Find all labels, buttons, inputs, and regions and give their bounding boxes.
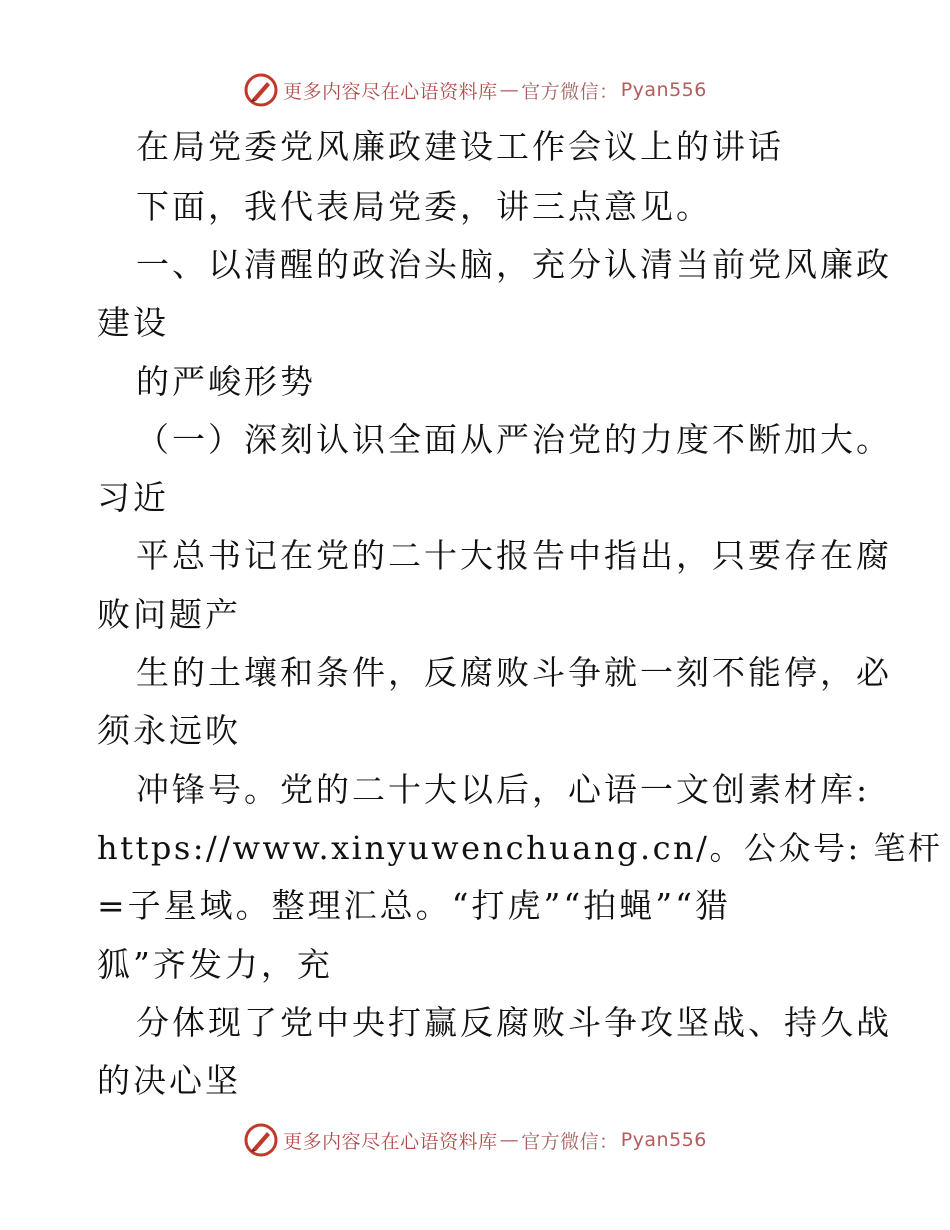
paragraph-line-url: https://www.xinyuwenchuang.cn/。公众号: 笔杆 [97, 829, 943, 867]
paragraph-line: 须永远吹 [97, 711, 241, 750]
watermark-wechat-id: Pyan556 [620, 79, 707, 101]
paragraph-line: 冲锋号。党的二十大以后，心语一文创素材库: [136, 770, 871, 809]
watermark-main-text: 更多内容尽在心语资料库 [283, 80, 498, 103]
section-heading: 一、以清醒的政治头脑，充分认清当前党风廉政 [136, 245, 892, 284]
pen-logo-icon [243, 1122, 279, 1158]
paragraph-line: 败问题产 [97, 595, 241, 634]
paragraph-line: 的决心坚 [97, 1061, 241, 1100]
paragraph-line: 下面，我代表局党委，讲三点意见。 [136, 187, 712, 226]
watermark-wechat-label: 官方微信： [521, 1130, 619, 1153]
paragraph-line: 分体现了党中央打赢反腐败斗争攻坚战、持久战 [136, 1003, 892, 1042]
watermark-wechat-label: 官方微信： [521, 80, 619, 103]
header-watermark [0, 68, 950, 112]
watermark-dash: — [499, 1129, 520, 1151]
paragraph-line: 平总书记在党的二十大报告中指出，只要存在腐 [136, 536, 892, 575]
watermark-dash: — [499, 79, 520, 101]
footer-watermark [0, 1118, 950, 1162]
pen-logo-icon [243, 72, 279, 108]
paragraph-line: 建设 [97, 303, 169, 342]
subsection-heading: （一）深刻认识全面从严治党的力度不断加大。 [136, 420, 892, 459]
paragraph-line: 的严峻形势 [136, 362, 316, 401]
document-title: 在局党委党风廉政建设工作会议上的讲话 [136, 127, 784, 166]
watermark-main-text: 更多内容尽在心语资料库 [283, 1130, 498, 1153]
paragraph-line: =子星域。整理汇总。“打虎”“拍蝇”“猎 [97, 886, 732, 925]
paragraph-line: 狐”齐发力，充 [97, 945, 333, 984]
watermark-wechat-id: Pyan556 [620, 1129, 707, 1151]
paragraph-line: 习近 [97, 478, 169, 517]
paragraph-line: 生的土壤和条件，反腐败斗争就一刻不能停，必 [136, 653, 892, 692]
